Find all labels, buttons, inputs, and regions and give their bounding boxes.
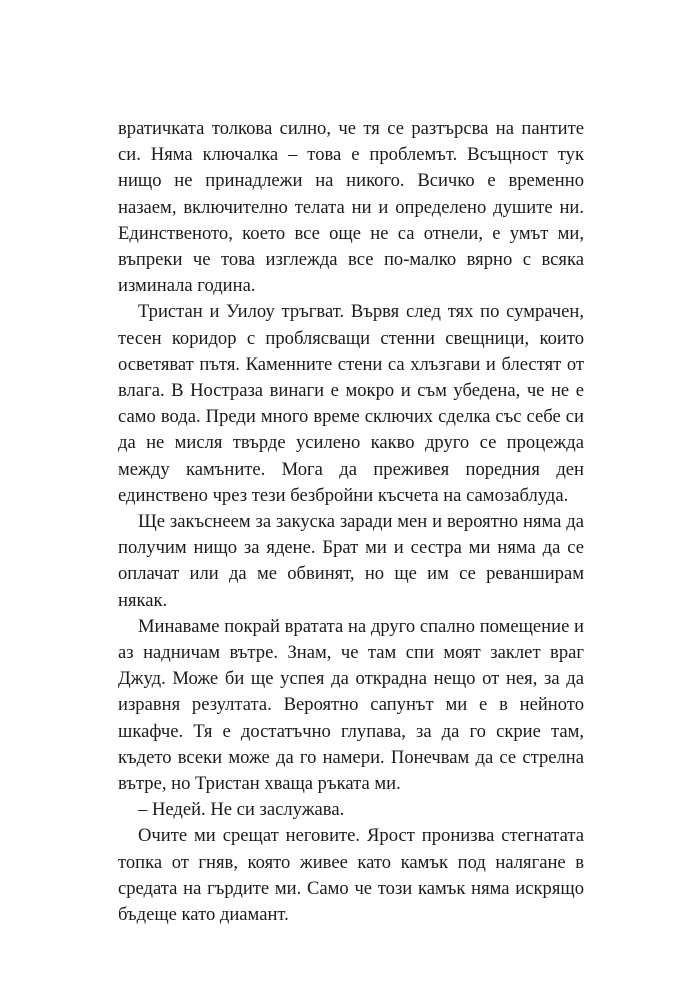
paragraph-5: – Недей. Не си заслужава.	[138, 799, 345, 821]
paragraph-3: Ще закъснеем за закуска заради мен и вероятно няма да получим нищо за ядене. Брат ми и сестра ми няма да се оплачат или да ме обвинят, но ще им се реванширам някак.	[118, 511, 584, 611]
paragraph-6: Очите ми срещат неговите. Ярост пронизва стегнатата топка от гняв, която живее като камък под налягане в средата на гърдите ми. Само че този камък няма искрящо бъдеще като диамант.	[118, 825, 584, 926]
paragraph-1: вратичката толкова силно, че тя се разтърсва на пантите си. Няма ключалка – това е проблемът. Всъщност тук нищо не принадлежи на никого. Всичко е временно назаем, включително телата ни и определено душите ни. Единственото, което все още не са отнели, е умът ми, въпреки че това изглежда все по-малко вярно с всяка изминала година.	[118, 118, 584, 297]
paragraph-4: Минаваме покрай вратата на друго спално помещение и аз надничам вътре. Знам, че там спи моят заклет враг Джуд. Може би ще успея да открадна нещо от нея, за да изравня резултата. Вероятно сапунът ми е в нейното шкафче. Тя е достатъчно глупава, за да го скрие там, където всеки може да го намери. Понечвам да се стрелна вътре, но Тристан хваща ръката ми.	[118, 615, 584, 795]
page-text	[118, 116, 584, 928]
paragraph-2: Тристан и Уилоу тръгват. Вървя след тях по сумрачен, тесен коридор с проблясващи стенни свещници, които осветяват пътя. Каменните стени са хлъзгави и блестят от влага. В Нострaза винаги е мокро и съм убедена, че не е само вода. Преди много време сключих сделка със себе си да не мисля твърде усилено какво друго се процежда между камъните. Мога да преживея поредния ден единствено чрез тези безбройни късчета на самозаблуда.	[118, 301, 584, 506]
